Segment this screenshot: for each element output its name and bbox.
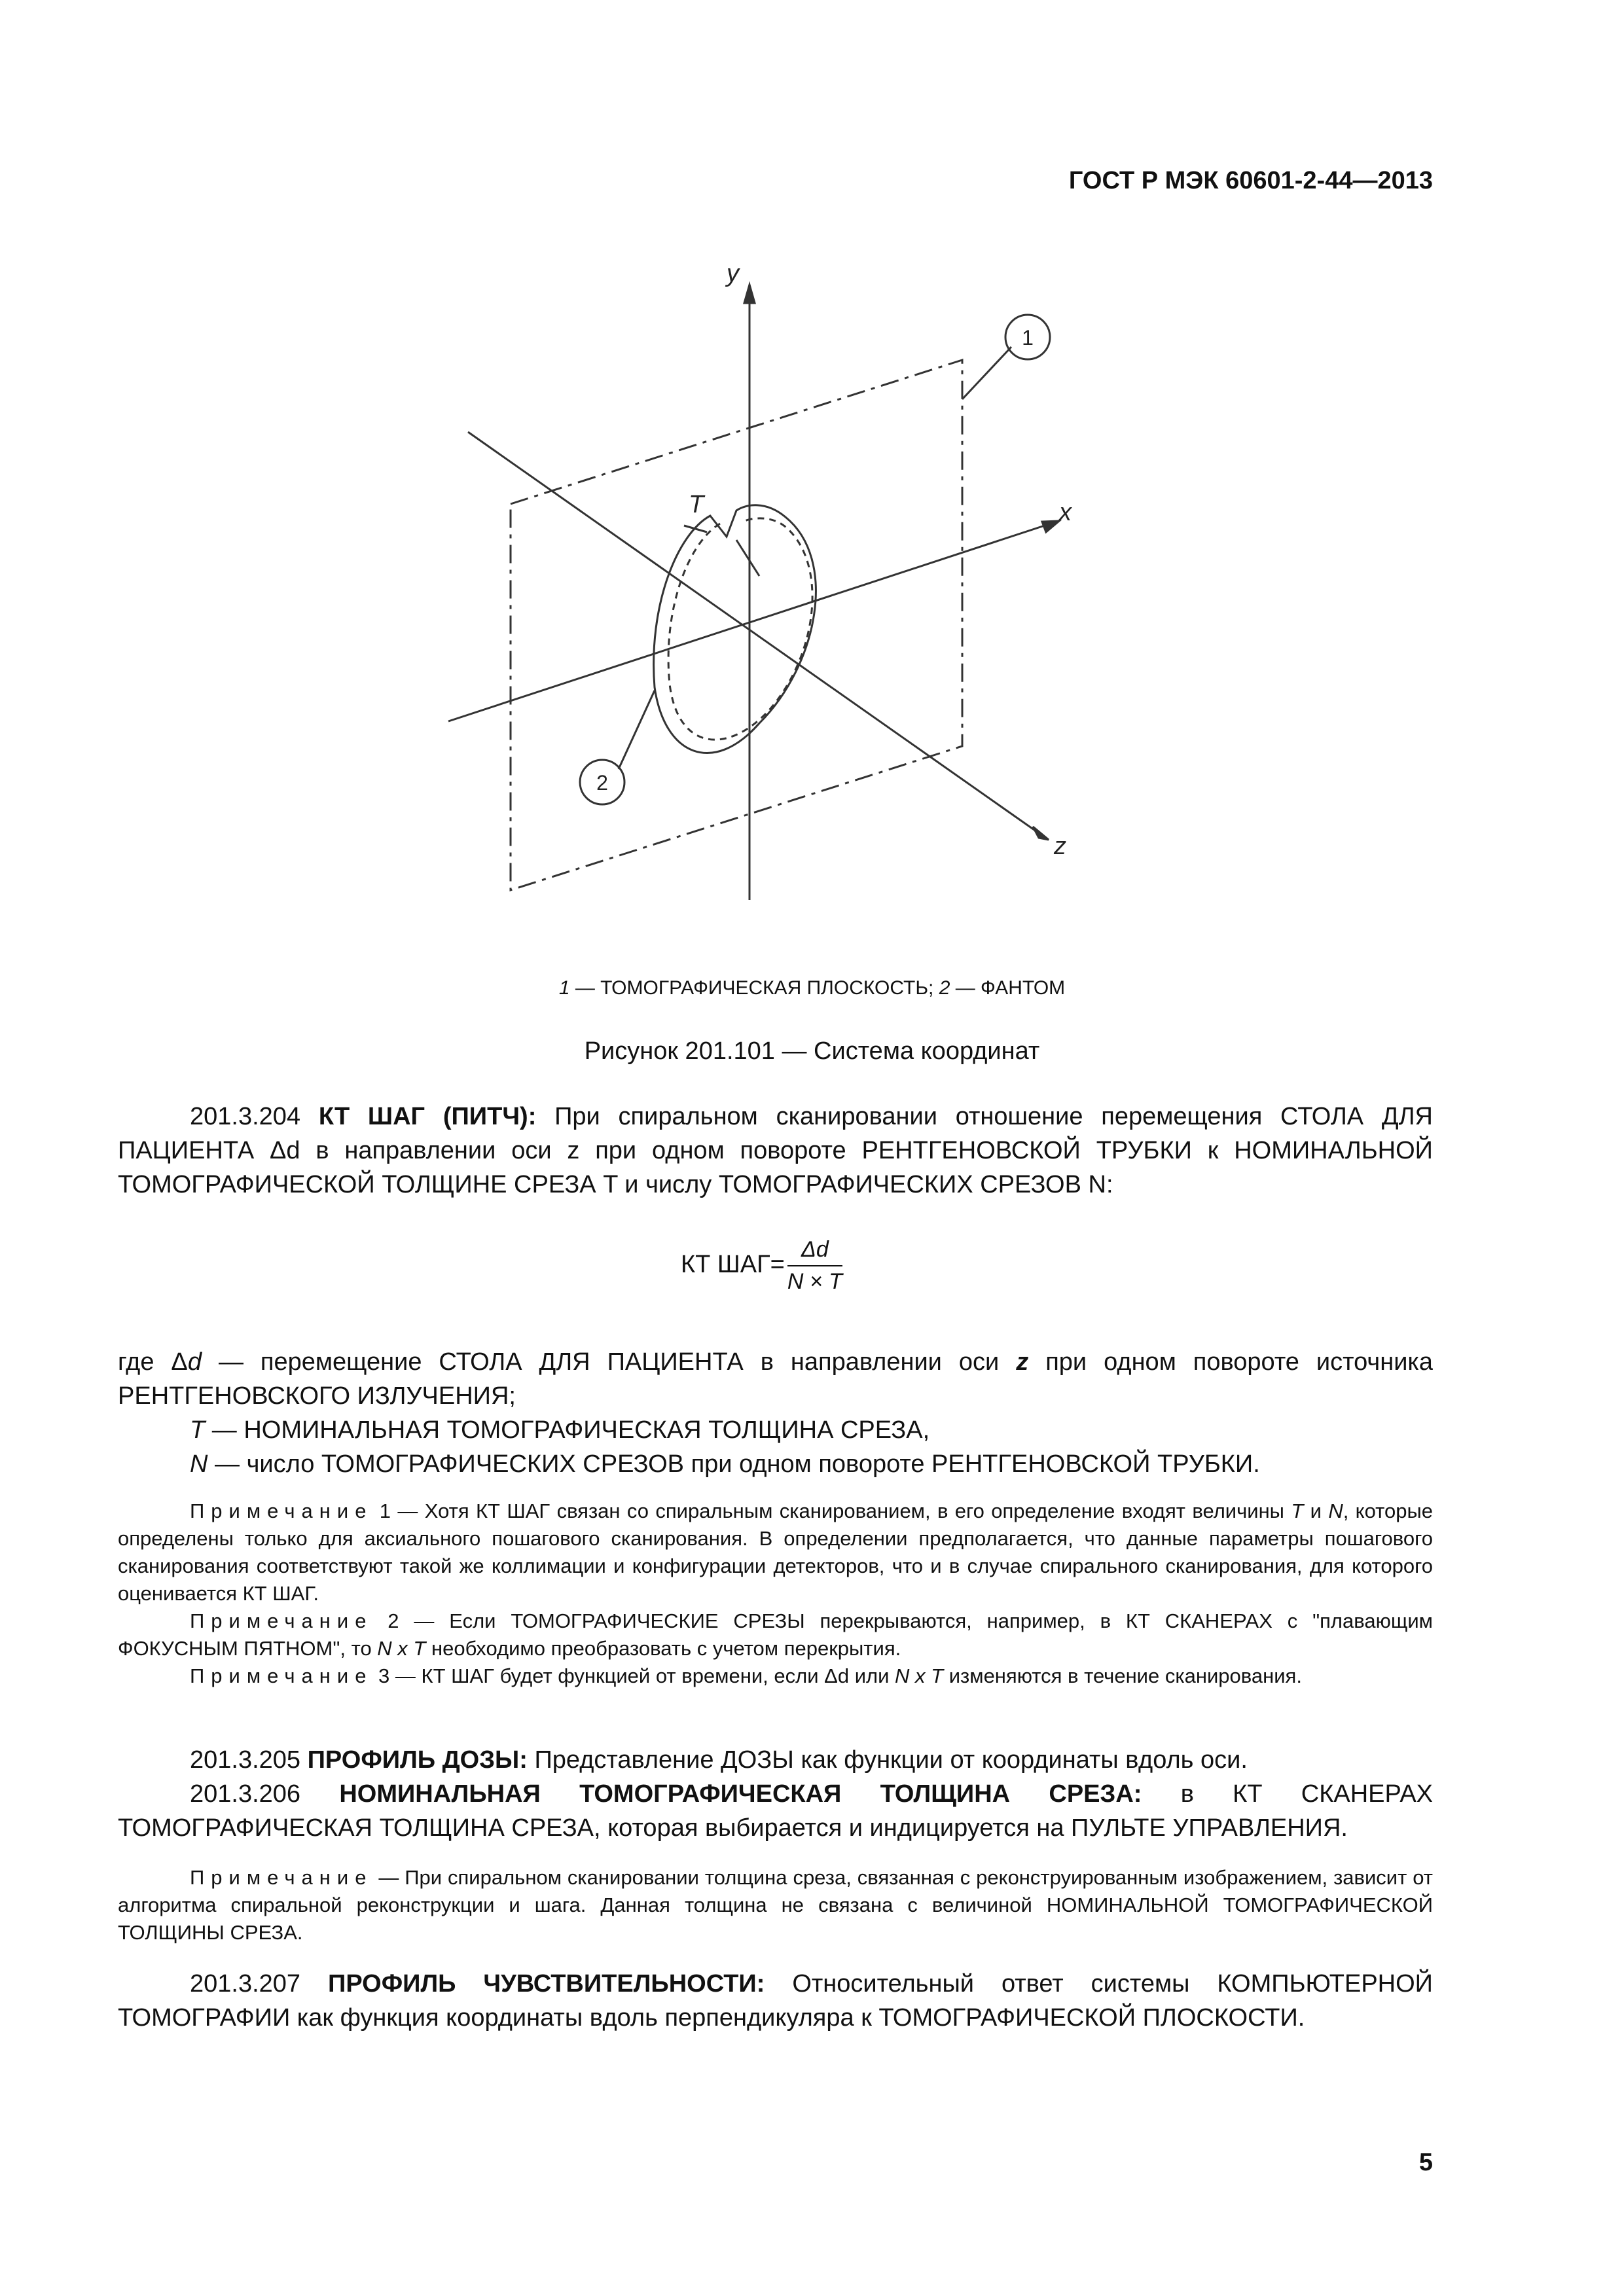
z-axis (468, 432, 1041, 834)
callout-1-leader (962, 347, 1011, 399)
x-axis-label: x (1059, 499, 1072, 526)
coordinate-system-figure (419, 252, 1113, 913)
notes-201-3-204 (118, 1498, 1433, 1690)
note-1: Примечание 1 — Хотя КТ ШАГ связан со спиральным сканированием, в его определение входят величины T и N, которые определены только для аксиального пошагового сканирования. В определении предполагается, что данные параметры пошагового сканирования соответствуют такой же коллимации и конфигурации детекторов, что и в случае спирального сканирования, для которого оценивается КТ ШАГ. (118, 1499, 1433, 1605)
page-number: 5 (1418, 2149, 1433, 2176)
note-3: Примечание 3 — КТ ШАГ будет функцией от времени, если Δd или N x T изменяются в течение сканирования. (190, 1664, 1302, 1687)
section-201-3-205: 201.3.205 ПРОФИЛЬ ДОЗЫ: Представление ДОЗЫ как функции от координаты вдоль оси. (190, 1746, 1248, 1774)
where-delta-d: где Δd — перемещение СТОЛА ДЛЯ ПАЦИЕНТА в направлении оси z при одном повороте источника РЕНТГЕНОВСКОГО ИЗЛУЧЕНИЯ; (118, 1348, 1434, 1410)
thickness-arrow-2 (736, 540, 759, 576)
where-t: T — НОМИНАЛЬНАЯ ТОМОГРАФИЧЕСКАЯ ТОЛЩИНА СРЕЗА, (190, 1416, 930, 1444)
formula-denominator: N × T (787, 1269, 842, 1294)
section-201-3-206: 201.3.206 НОМИНАЛЬНАЯ ТОМОГРАФИЧЕСКАЯ ТОЛЩИНА СРЕЗА: в КТ СКАНЕРАХ ТОМОГРАФИЧЕСКАЯ ТОЛЩИНА СРЕЗА, которая выбирается и индицируется на ПУЛЬТЕ УПРАВЛЕНИЯ. (118, 1780, 1434, 1842)
section-201-3-207: 201.3.207 ПРОФИЛЬ ЧУВСТВИТЕЛЬНОСТИ: Относительный ответ системы КОМПЬЮТЕРНОЙ ТОМОГРАФИИ как функция координаты вдоль перпендикуляра к ТОМОГРАФИЧЕСКОЙ ПЛОСКОСТИ. (118, 1970, 1433, 2032)
formula-numerator: Δd (787, 1237, 842, 1266)
y-axis-label: y (727, 260, 739, 287)
note-201-3-206: Примечание — При спиральном сканировании толщина среза, связанная с реконструированным изображением, зависит от алгоритма спиральной реконструкции и шага. Данная толщина не связана с величиной НОМИНАЛЬНОЙ ТОМОГРАФИЧЕСКОЙ ТОЛЩИНЫ СРЕЗА. (118, 1866, 1433, 1944)
ct-pitch-formula: КТ ШАГ= $\frac{\Delta d}{N \times T}$ (681, 1237, 842, 1294)
callout-2-leader (619, 691, 655, 769)
note-2: Примечание 2 — Если ТОМОГРАФИЧЕСКИЕ СРЕЗЫ перекрываются, например, в КТ СКАНЕРАХ с "плавающим ФОКУСНЫМ ПЯТНОМ", то N x T необходимо преобразовать с учетом перекрытия. (118, 1609, 1433, 1660)
phantom-outer (654, 505, 816, 753)
y-arrow (744, 285, 755, 303)
callout-2-number: 2 (596, 771, 608, 795)
section-201-3-204: 201.3.204 КТ ШАГ (ПИТЧ): При спиральном сканировании отношение перемещения СТОЛА ДЛЯ ПАЦИЕНТА Δd в направлении оси z при одном повороте РЕНТГЕНОВСКОЙ ТРУБКИ к НОМИНАЛЬНОЙ ТОМОГРАФИЧЕСКОЙ ТОЛЩИНЕ СРЕЗА T и числу ТОМОГРАФИЧЕСКИХ СРЕЗОВ N: (118, 1103, 1433, 1198)
figure-caption: Рисунок 201.101 — Система координат (584, 1037, 1040, 1065)
x-arrow (1042, 521, 1059, 532)
figure-legend: 1 — ТОМОГРАФИЧЕСКАЯ ПЛОСКОСТЬ; 2 — ФАНТОМ (558, 977, 1066, 999)
callout-1-number: 1 (1022, 326, 1034, 350)
z-arrow (1033, 827, 1049, 840)
z-axis-label: z (1054, 833, 1066, 860)
sections-205-206 (118, 1743, 1433, 1845)
formula-explanation (118, 1345, 1433, 1481)
where-n: N — число ТОМОГРАФИЧЕСКИХ СРЕЗОВ при одном повороте РЕНТГЕНОВСКОЙ ТРУБКИ. (190, 1450, 1260, 1478)
phantom-inner (668, 518, 812, 740)
document-header: ГОСТ Р МЭК 60601-2-44—2013 (1068, 167, 1433, 194)
tomographic-plane (511, 360, 962, 890)
thickness-label: T (689, 491, 704, 518)
